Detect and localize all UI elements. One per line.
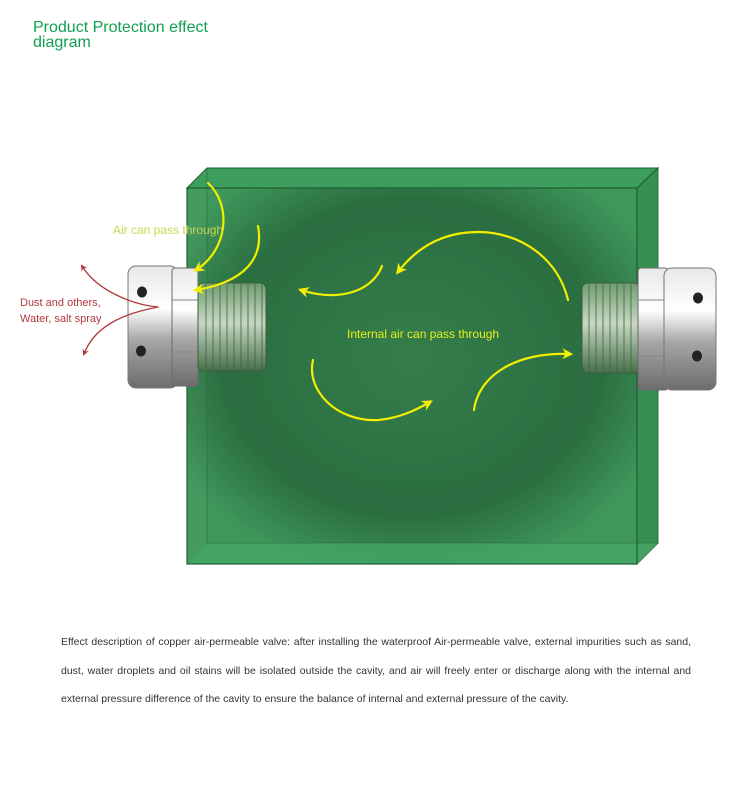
label-air-can-pass: Air can pass through — [113, 223, 224, 237]
effect-description: Effect description of copper air-permeable valve: after installing the waterproof Air-permeable valve, external impurities such as sand, dust, water droplets and oil stains will be isolated outside the cavity, and air will freely enter or discharge along with the internal and external pressure difference of the cavity to ensure the balance of internal and external pressure of the cavity. — [61, 636, 691, 705]
left-valve — [128, 266, 266, 388]
left-valve-hex-nut — [172, 268, 198, 386]
right-valve-cap — [664, 268, 716, 390]
box-bottom-face — [187, 543, 658, 564]
label-dust-line-1: Dust and others, — [20, 297, 101, 309]
right-valve-vent-hole-bottom — [692, 351, 702, 362]
left-valve-cap — [128, 266, 178, 388]
title-line-1: Product Protection effect — [33, 19, 208, 36]
label-dust-and-others — [20, 295, 130, 327]
label-dust-line-2: Water, salt spray — [20, 313, 102, 325]
right-valve-vent-hole-top — [693, 293, 703, 304]
title-line-2: diagram — [33, 34, 91, 51]
right-valve — [582, 268, 716, 390]
label-internal-air: Internal air can pass through — [347, 327, 500, 341]
left-valve-vent-hole-top — [137, 287, 147, 298]
box-top-face — [187, 168, 658, 188]
left-valve-thread — [198, 283, 266, 371]
box-front-face — [187, 188, 637, 564]
left-valve-vent-hole-bottom — [136, 346, 146, 357]
